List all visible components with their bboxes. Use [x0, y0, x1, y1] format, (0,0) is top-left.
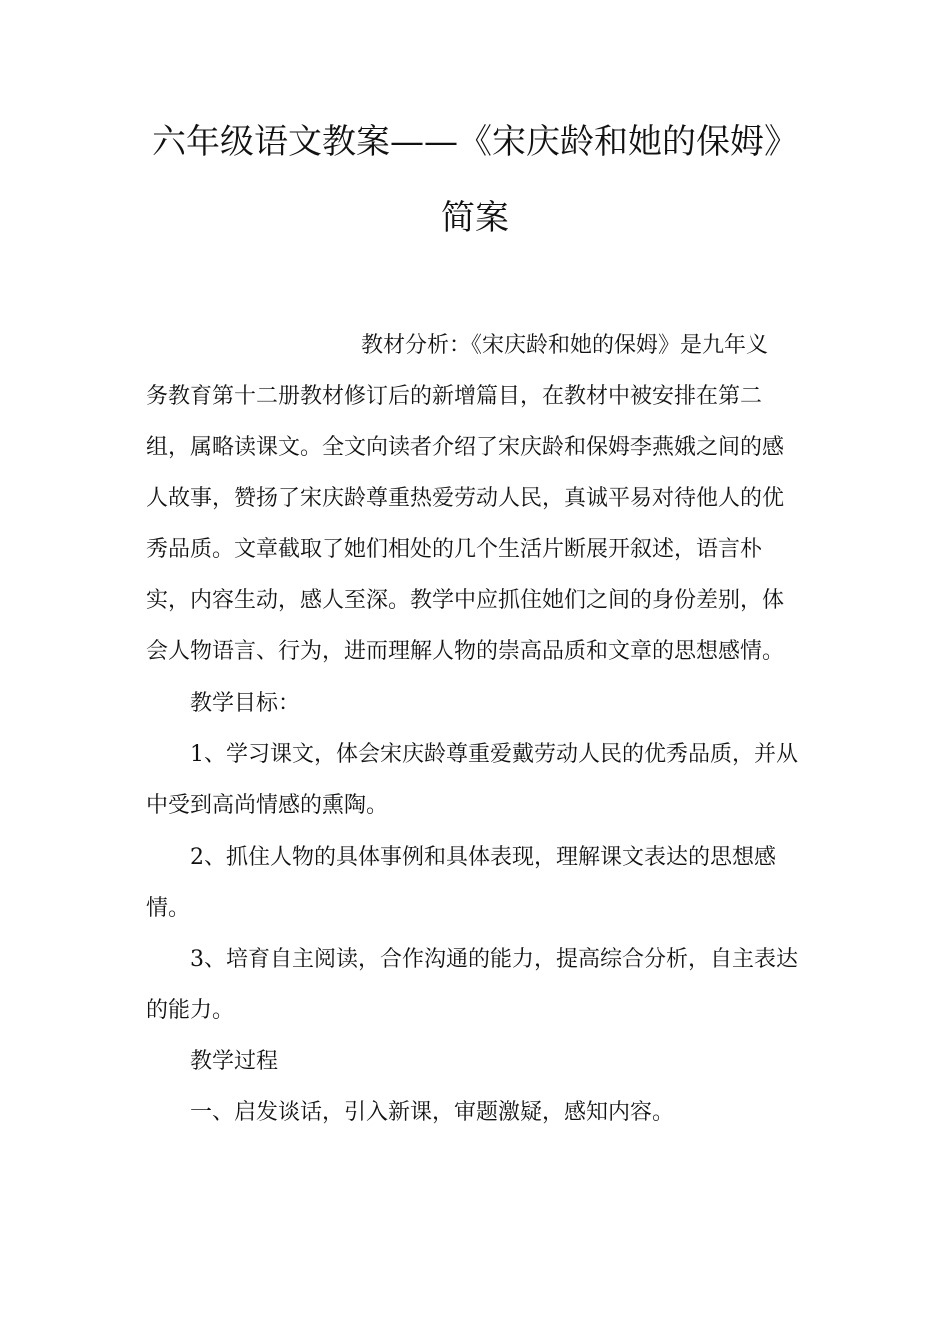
- goal-1-line: 中受到高尚情感的熏陶。: [146, 793, 389, 818]
- analysis-line: 教材分析：《宋庆龄和她的保姆》是九年义: [361, 333, 769, 358]
- analysis-line: 组，属略读课文。全文向读者介绍了宋庆龄和保姆李燕娥之间的感: [146, 435, 785, 460]
- goal-2-line: 情。: [146, 896, 191, 921]
- goals-heading: 教学目标：: [190, 691, 301, 716]
- goal-3-line: 的能力。: [146, 998, 235, 1023]
- process-heading: 教学过程: [190, 1049, 279, 1074]
- process-step-1: 一、启发谈话，引入新课，审题激疑，感知内容。: [190, 1100, 675, 1125]
- analysis-line: 务教育第十二册教材修订后的新增篇目，在教材中被安排在第二: [146, 384, 763, 409]
- document-title-line2: 简案: [441, 198, 509, 238]
- analysis-line: 会人物语言、行为，进而理解人物的崇高品质和文章的思想感情。: [146, 639, 785, 664]
- goal-2-line: 2、抓住人物的具体事例和具体表现，理解课文表达的思想感: [190, 845, 776, 870]
- analysis-line: 秀品质。文章截取了她们相处的几个生活片断展开叙述，语言朴: [146, 537, 763, 562]
- document-title-line1: 六年级语文教案——《宋庆龄和她的保姆》: [152, 122, 798, 162]
- analysis-line: 人故事，赞扬了宋庆龄尊重热爱劳动人民，真诚平易对待他人的优: [146, 486, 785, 511]
- goal-1-line: 1、学习课文，体会宋庆龄尊重爱戴劳动人民的优秀品质，并从: [190, 742, 798, 767]
- analysis-line: 实，内容生动，感人至深。教学中应抓住她们之间的身份差别，体: [146, 588, 785, 613]
- goal-3-line: 3、培育自主阅读，合作沟通的能力，提高综合分析，自主表达: [190, 947, 798, 972]
